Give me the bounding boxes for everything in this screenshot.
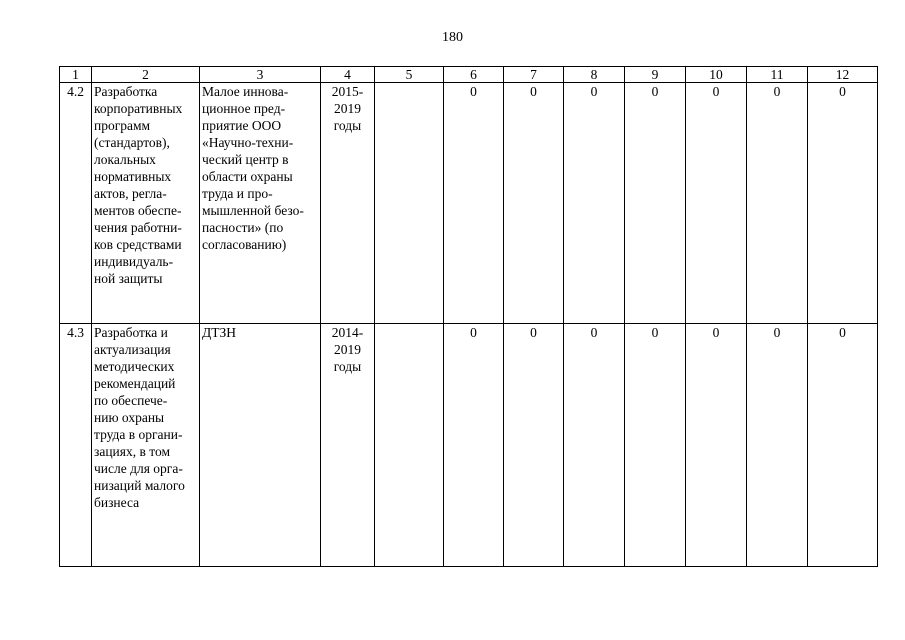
header-cell: 7 — [504, 67, 564, 83]
executor: ДТЗН — [202, 325, 236, 340]
value-cell: 0 — [444, 83, 504, 324]
executor-cell — [200, 324, 321, 567]
value-cell: 0 — [808, 83, 878, 324]
row-number-cell — [60, 324, 92, 567]
header-cell: 5 — [375, 67, 444, 83]
measure-name-cell — [92, 324, 200, 567]
value-cell: 0 — [686, 324, 747, 567]
period: 2015- 2019 годы — [331, 84, 364, 133]
value-cell: 0 — [504, 83, 564, 324]
value-cell: 0 — [747, 324, 808, 567]
value-cell: 0 — [808, 324, 878, 567]
value-cell: 0 — [625, 324, 686, 567]
measure-name-cell — [92, 83, 200, 324]
header-cell: 9 — [625, 67, 686, 83]
program-measures-table — [59, 66, 878, 567]
value-cell: 0 — [504, 324, 564, 567]
row-number: 4.2 — [67, 84, 84, 99]
header-cell: 4 — [321, 67, 375, 83]
row-number-cell — [60, 83, 92, 324]
period-cell — [321, 324, 375, 567]
header-cell: 2 — [92, 67, 200, 83]
value-cell: 0 — [747, 83, 808, 324]
table-row — [60, 83, 878, 324]
header-cell: 3 — [200, 67, 321, 83]
period: 2014- 2019 годы — [331, 325, 364, 374]
measure-name: Разработка и актуализация методических рекомендаций по обеспече- нию охраны труда в органи- зациях, в том числе для орга- низаций малого бизнеса — [94, 325, 185, 510]
value-cell: 0 — [444, 324, 504, 567]
executor: Малое иннова- ционное пред- приятие ООО «Научно-техни- ческий центр в области охраны труда и про- мышленной безо- пасности» (по согласованию) — [202, 84, 304, 252]
header-cell: 6 — [444, 67, 504, 83]
executor-cell — [200, 83, 321, 324]
row-number: 4.3 — [67, 325, 84, 340]
header-cell: 11 — [747, 67, 808, 83]
table-row — [60, 324, 878, 567]
value-cell: 0 — [686, 83, 747, 324]
col5-cell — [375, 324, 444, 567]
period-cell — [321, 83, 375, 324]
header-cell: 8 — [564, 67, 625, 83]
col5-cell — [375, 83, 444, 324]
value-cell: 0 — [564, 83, 625, 324]
table-header-row — [60, 67, 878, 83]
header-cell: 1 — [60, 67, 92, 83]
value-cell: 0 — [625, 83, 686, 324]
page-number: 180 — [442, 30, 463, 45]
value-cell: 0 — [564, 324, 625, 567]
header-cell: 12 — [808, 67, 878, 83]
measure-name: Разработка корпоративных программ (стандартов), локальных нормативных актов, регла- ментов обеспе- чения работни- ков средствами индивидуаль- ной защиты — [94, 84, 183, 286]
header-cell: 10 — [686, 67, 747, 83]
